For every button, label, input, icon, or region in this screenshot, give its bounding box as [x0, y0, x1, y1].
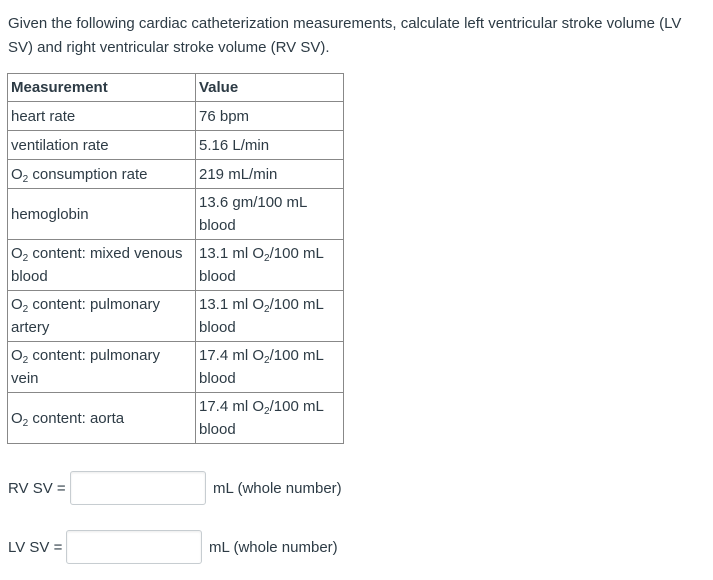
measurement-cell: $O_2$ consumption rate — [8, 160, 196, 189]
lv-sv-unit: mL (whole number) — [209, 538, 338, 556]
value-cell: 13.6 gm/100 mL blood — [196, 189, 344, 240]
measurement-cell: $O_2$ content: pulmonary artery — [8, 291, 196, 342]
rv-sv-unit: mL (whole number) — [213, 479, 342, 497]
table-row — [8, 240, 344, 291]
table-row — [8, 160, 344, 189]
table-row — [8, 102, 344, 131]
rv-sv-answer-row — [8, 471, 342, 505]
value-cell: 76 bpm — [196, 102, 344, 131]
table-header-row — [8, 74, 344, 102]
measurement-cell: ventilation rate — [8, 131, 196, 160]
rv-sv-label: RV SV = — [8, 479, 66, 497]
rv-sv-input[interactable] — [70, 471, 206, 505]
table-row — [8, 393, 344, 444]
value-cell: 219 mL/min — [196, 160, 344, 189]
table-row — [8, 342, 344, 393]
header-value: Value — [196, 74, 344, 102]
lv-sv-answer-row — [8, 530, 338, 564]
header-measurement: Measurement — [8, 74, 196, 102]
lv-sv-input[interactable] — [66, 530, 202, 564]
lv-sv-label: LV SV = — [8, 538, 63, 556]
table-row — [8, 189, 344, 240]
measurements-table — [7, 73, 344, 444]
measurement-cell: heart rate — [8, 102, 196, 131]
question-text: Given the following cardiac catheterization measurements, calculate left ventricular stroke volume (LV SV) and right ventricular stroke volume (RV SV). — [8, 15, 682, 56]
measurement-cell: $O_2$ content: mixed venous blood — [8, 240, 196, 291]
value-cell: 5.16 L/min — [196, 131, 344, 160]
measurement-cell: $O_2$ content: aorta — [8, 393, 196, 444]
value-cell: 13.1 ml $O_2/100$ mL blood — [196, 291, 344, 342]
value-cell: 17.4 ml $O_2/100$ mL blood — [196, 393, 344, 444]
value-cell: 13.1 ml $O_2/100$ mL blood — [196, 240, 344, 291]
measurement-cell: hemoglobin — [8, 189, 196, 240]
table-row — [8, 291, 344, 342]
table-row — [8, 131, 344, 160]
value-cell: 17.4 ml $O_2/100$ mL blood — [196, 342, 344, 393]
measurement-cell: $O_2$ content: pulmonary vein — [8, 342, 196, 393]
